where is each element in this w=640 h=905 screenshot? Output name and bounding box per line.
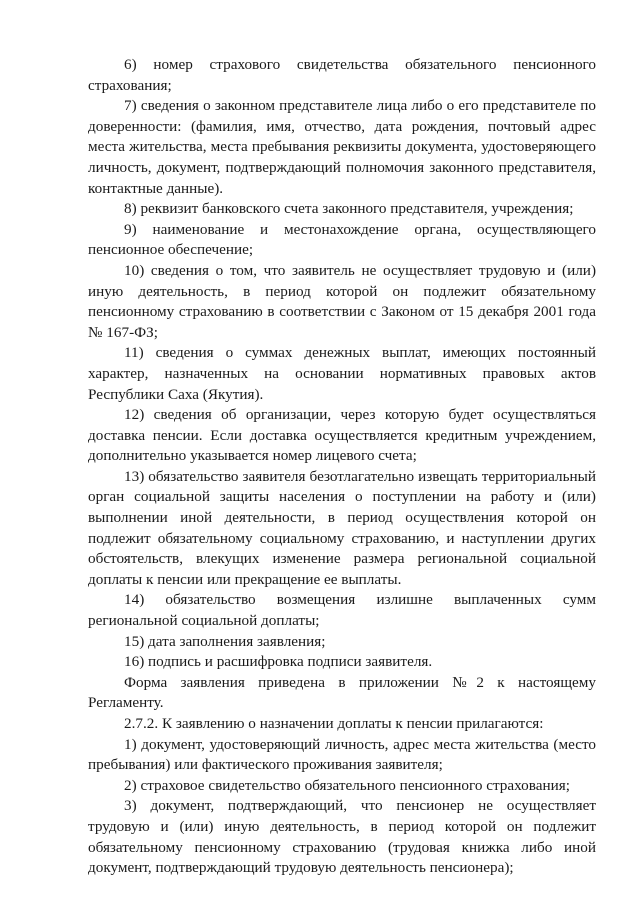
section-heading-2-7-2: 2.7.2. К заявлению о назначении доплаты к пенсии прилагаются: (124, 715, 544, 732)
paragraph-item-15: 15) дата заполнения заявления; (124, 632, 326, 650)
document-page (88, 55, 596, 879)
paragraph-item-8: 8) реквизит банковского счета законного представителя, учреждения; (124, 200, 574, 218)
paragraph-item-10: 10) сведения о том, что заявитель не осуществляет трудовую и (или) иную деятельность, в период которой он подлежит обязательному пенсионному страхованию в соответствии с Законом от 15 декабря 2001 года № 167-ФЗ; (88, 261, 596, 341)
paragraph-item-14: 14) обязательство возмещения излишне выплаченных сумм региональной социальной доплаты; (88, 591, 596, 630)
paragraph-form-reference: Форма заявления приведена в приложении №2 к настоящему Регламенту. (88, 673, 596, 712)
paragraph-item-16: 16) подпись и расшифровка подписи заявителя. (124, 653, 433, 671)
paragraph-item-6: 6) номер страхового свидетельства обязательного пенсионного страхования; (88, 56, 596, 94)
paragraph-item-7: 7) сведения о законном представителе лица либо о его представителе по доверенности: (фамилия, имя, отчество, дата рождения, почтовый адрес места жительства, места пребывания реквизиты документа, удостоверяющего личность, документ, подтверждающий полномочия законного представителя, контактные данные). (88, 97, 596, 197)
paragraph-item-13: 13) обязательство заявителя безотлагательно извещать территориальный орган социальной защиты населения о поступлении на работу и (или) выполнении иной деятельности, в период осуществления которой он подлежит обязательному социальному страхованию, и наступлении других обстоятельств, влекущих изменение размера региональной социальной доплаты к пенсии или прекращение ее выплаты. (88, 467, 596, 588)
attachment-item-2: 2) страховое свидетельство обязательного пенсионного страхования; (124, 776, 570, 794)
paragraph-item-11: 11) сведения о суммах денежных выплат, имеющих постоянный характер, назначенных на основании нормативных правовых актов Республики Саха (Якутия). (88, 344, 596, 403)
attachment-item-1: 1) документ, удостоверяющий личность, адрес места жительства (место пребывания) или фактического проживания заявителя; (88, 735, 596, 774)
attachment-item-3: 3) документ, подтверждающий, что пенсионер не осуществляет трудовую и (или) иную деятельность, в период которой он подлежит обязательному пенсионному страхованию (трудовая книжка либо иной документ, подтверждающий трудовую деятельность пенсионера); (88, 797, 596, 877)
paragraph-item-12: 12) сведения об организации, через которую будет осуществляться доставка пенсии. Если доставка осуществляется кредитным учреждением, дополнительно указывается номер лицевого счета; (88, 406, 596, 465)
paragraph-item-9: 9) наименование и местонахождение органа, осуществляющего пенсионное обеспечение; (88, 220, 596, 259)
